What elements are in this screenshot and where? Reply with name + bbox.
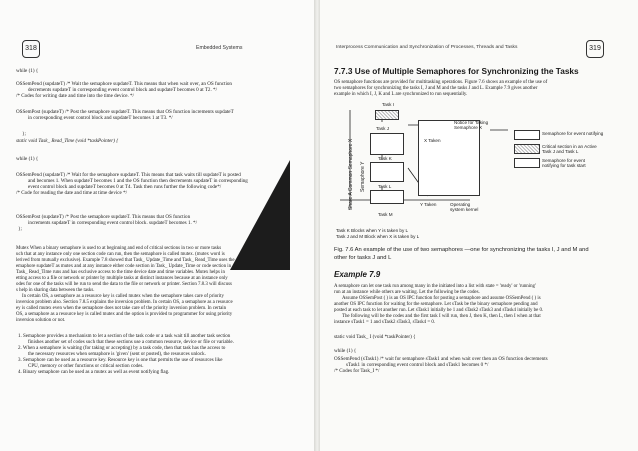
figure-lines	[320, 0, 638, 451]
legend-event-label: Semaphore for event notifying	[542, 131, 604, 136]
code-line: while (1) {	[16, 156, 39, 162]
text-line: In certain OS, a semaphore as a resource key is called mutex when the semaphore takes care of priority	[22, 294, 224, 299]
example-line: another OS IPC function for waiting for the semaphore. Let sTask be the binary semaphore pending and	[334, 302, 538, 307]
code-line: and becomes 1. When supdateT becomes 1 and the OS function then decrements supdateT in corresponding	[28, 178, 248, 184]
example-line: posted at each task to let another run. Let sTask1 initially be 1 and sTask2 sTask3 and sTask4 initially be 0.	[334, 308, 544, 313]
y-taken-label: Y Taken	[420, 202, 437, 207]
code-line: /* Codes for writing date and time into the time device. */	[16, 93, 134, 99]
legend-start-label: Semaphore for event notifying for task start	[542, 158, 586, 168]
code-line: OSSemPend (supdateT) /* Wait the semaphore supdateT. This means that when wait over, an OS function	[16, 81, 232, 87]
left-page	[0, 0, 318, 451]
text-line: s help in sharing data between the tasks.	[16, 288, 95, 293]
example-title: Example 7.9	[334, 270, 381, 279]
os-kernel-label: Operating system kernel	[450, 202, 479, 212]
list-item: 2. When a semaphore is waiting (for taking or accepting) by a task code, then that task has the access to	[18, 346, 226, 351]
example-line: instance sTask1 = 1 and sTask2 sTask3, sTask4 = 0.	[334, 320, 435, 325]
section-title: 7.7.3 Use of Multiple Semaphores for Synchronizing the Tasks	[334, 66, 579, 76]
task-l-label: Task L	[378, 184, 392, 189]
task-l-box	[370, 190, 404, 204]
list-item: finishes another set of codes such that these sections use a common resource, device or file or variable.	[28, 340, 234, 345]
example-line: The following will be the codes and the first task I will run, then J, then K, then L, then I when at that	[342, 314, 541, 319]
task-k-box	[370, 162, 404, 182]
code-line: event control block and supdateT becomes 0 at T4. Task then runs further the following code*/	[28, 184, 222, 190]
kernel-box	[418, 120, 480, 196]
task-m-label: Task M	[378, 212, 393, 217]
list-item: 4. Binary semaphore can be used as a mutex as well as event notifying flag.	[18, 370, 170, 375]
text-line: uch that at any instance only one section code can run, then the semaphore is called mutex. (mutex word is	[16, 252, 225, 257]
running-head-left: Embedded Systems	[196, 45, 243, 51]
code-line: increments supdateT in corresponding event control block. supdateT becomes 1. */	[28, 220, 197, 226]
figure-7-6	[320, 0, 638, 451]
task-j-label: Task J	[376, 126, 390, 131]
text-line: ey is called mutex even when the semaphore does not take care of the priority inversion problem. In certain	[16, 306, 227, 311]
figure-caption: Fig. 7.6 An example of the use of two semaphores —one for synchronizing the tasks I, J and M and other for tasks J and L	[334, 247, 589, 261]
page-number-left: 318	[22, 40, 40, 58]
text-line: emaphore supdateT as mutex and at any instance either code section in Task_ Update_Time or code section in	[16, 264, 232, 269]
text-line: Task_ Read_Time runs and has exclusive access to the time device date and time variables. Mutex helps in	[16, 270, 225, 275]
axis-label-x: Share A Common Semaphore X	[348, 138, 354, 210]
right-page	[320, 0, 638, 451]
code-line: in corresponding event control block and supdateT becomes 1 at T3. */	[28, 115, 173, 121]
text-line: inversion problem also. Section 7.8.5 explains the inversion problem. In certain OS, a semaphore as a resource	[16, 300, 233, 305]
list-item: 3. Semaphore can be used as a resource key. Resource key is one that permits the use of resources like	[18, 358, 223, 363]
list-item: CPU, memory or other functions or critical section codes.	[28, 364, 144, 369]
running-head-right: Interprocess Communication and Synchronization of Processes, Threads and Tasks	[336, 45, 518, 50]
page-number-right: 319	[586, 40, 604, 58]
text-line: inversion solution or not.	[16, 318, 66, 323]
code-line: OSSemPost (supdateT) /* Post the semaphore supdateT. This means that OS function increments supdateT	[16, 109, 234, 115]
example-line: run at an instance while others are waiting. Let the following be the codes.	[334, 290, 480, 295]
figure-note-2: Task J and M Block when X is taken by L	[336, 234, 420, 239]
code-line: /* Code for reading the date and time at time device */	[16, 190, 128, 196]
text-line: odes for one of the tasks will be run to send the data to the file or network or printer. Section 7.8.3 will discuss	[16, 282, 232, 287]
intro-line: two semaphores for synchronizing the tasks I, J and M and the tasks J and L. Example 7.9 gives another	[334, 86, 538, 91]
figure-note-1: Task K Blocks when Y is taken by L	[336, 228, 409, 233]
text-line: OS, a semaphore as a resource key is called mutex and the option is provided to programmer for using priority	[16, 312, 233, 317]
legend-start-swatch	[514, 158, 540, 168]
code-line: };	[22, 131, 26, 137]
code-line: static void Task_ Read_Time (void *taskPointer) {	[16, 138, 119, 144]
task-j-box	[370, 133, 404, 155]
intro-line: example in which I, J, K and L are synchronized to run sequentially.	[334, 92, 468, 97]
code-line: decrements supdateT in corresponding event control block and supdateT becomes 0 at T2. */	[28, 87, 217, 93]
code-line: /* Codes for Task_I */	[334, 368, 380, 374]
legend-critical-swatch	[514, 144, 540, 154]
axis-label-y: Semaphore Y	[360, 161, 366, 192]
text-line: Mutex When a binary semaphore is used to at beginning and end of critical sections in two or more tasks	[16, 246, 222, 251]
code-line: OSSemPend (supdateT) /* Wait for the semaphore supdateT. This means that task waits till supdateT is posted	[16, 172, 241, 178]
x-taken-label: X Taken	[424, 138, 441, 143]
text-line: etting access to a file or network or printer by multiple tasks at distinct instances because at an instance only	[16, 276, 228, 281]
code-line: };	[18, 226, 22, 232]
example-line: Assume OSSemPost ( ) is an OS IPC function for posting a semaphore and assume OSSemPend ( ) is	[342, 296, 541, 301]
code-line: OSSemPost (supdateT) /* Post the semaphore supdateT. This means that OS function	[16, 214, 191, 220]
list-item: the necessary resources when semaphore is 'given' (sent or posted), the resources unlock.	[28, 352, 206, 357]
code-line: sTask1 in corresponding event control block and sTask1 becomes 0 */	[346, 362, 489, 368]
code-line: while (1) {	[334, 348, 357, 354]
code-line: static void Task_ I (void *taskPointer) {	[334, 334, 416, 340]
legend-event-swatch	[514, 130, 540, 140]
text-line: lerived from mutually exclusive). Example 7.8 showed that Task_ Update_Time and Task_ Read_Time uses the	[16, 258, 235, 263]
notice-label: Notice for Taking Semaphore X	[454, 120, 489, 130]
code-line: while (1) {	[16, 68, 39, 74]
list-item: 1. Semaphore provides a mechanism to let a section of the task code or a task wait till another task section	[18, 334, 231, 339]
task-k-label: Task K	[378, 156, 392, 161]
example-line: A semaphore can let one task run among many in the initiated into a list with state = 'ready' or 'running'	[334, 284, 536, 289]
binding-shadow	[230, 160, 290, 270]
task-i-box	[375, 110, 399, 120]
legend-critical-label: Critical section in an Active Task J and Task L	[542, 144, 597, 154]
intro-line: OS semaphore functions are provided for multitasking operations. Figure 7.6 shows an example of the use of	[334, 80, 548, 85]
task-i-label: Task I	[382, 102, 394, 107]
code-line: OSSemPend (sTask1) /* wait for semaphore sTask1 and when wait over then an OS function decrements	[334, 356, 548, 362]
